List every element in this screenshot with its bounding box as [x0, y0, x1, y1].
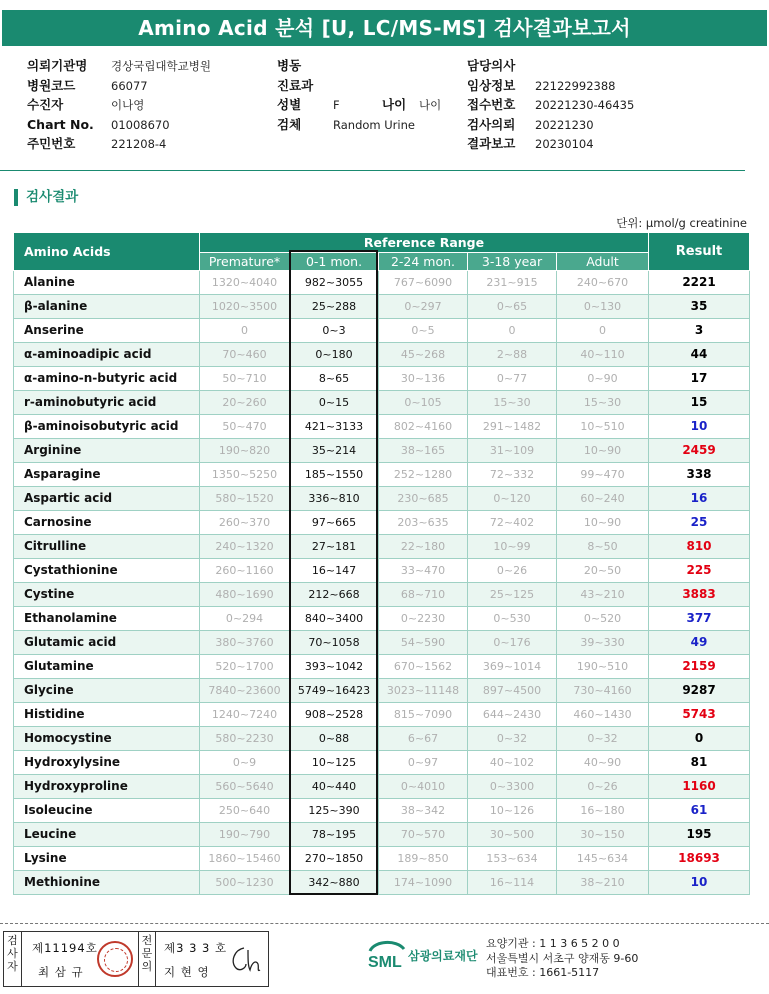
subheader-premature: Premature* — [200, 253, 290, 271]
subheader-0-1-mon: 0-1 mon. — [290, 253, 379, 271]
ref-3-18-year: 15~30 — [468, 391, 557, 415]
ref-3-18-year: 0~26 — [468, 559, 557, 583]
ref-0-1-mon: 393~1042 — [290, 655, 379, 679]
ref-0-1-mon: 0~180 — [290, 343, 379, 367]
header-label: 의뢰기관명 — [27, 58, 88, 73]
ref-2-24-mon: 30~136 — [379, 367, 468, 391]
amino-acid-name: Glycine — [14, 679, 200, 703]
specialist-license: 제3 3 3 호 — [164, 941, 228, 955]
ref-0-1-mon: 35~214 — [290, 439, 379, 463]
ref-0-1-mon: 70~1058 — [290, 631, 379, 655]
table-row — [14, 319, 750, 343]
table-row — [14, 871, 750, 895]
header-label: 수진자 — [27, 97, 64, 112]
table-row — [14, 607, 750, 631]
header-row — [27, 95, 211, 115]
logo-abbr: SML — [368, 954, 402, 971]
ref-2-24-mon: 230~685 — [379, 487, 468, 511]
header-label: 임상정보 — [467, 77, 516, 93]
ref-premature: 20~260 — [200, 391, 290, 415]
header-row — [467, 76, 634, 96]
ref-premature: 7840~23600 — [200, 679, 290, 703]
header-row — [467, 134, 634, 154]
ref-0-1-mon: 5749~16423 — [290, 679, 379, 703]
amino-acid-name: r-aminobutyric acid — [14, 391, 200, 415]
col-header-reference-range: Reference Range — [200, 233, 649, 253]
amino-acid-name: Lysine — [14, 847, 200, 871]
ref-3-18-year: 0~3300 — [468, 775, 557, 799]
ref-0-1-mon: 0~15 — [290, 391, 379, 415]
header-row — [27, 134, 211, 154]
result-value: 2159 — [649, 655, 750, 679]
table-row — [14, 271, 750, 295]
ref-premature: 480~1690 — [200, 583, 290, 607]
ref-adult: 15~30 — [557, 391, 649, 415]
amino-acid-name: β-aminoisobutyric acid — [14, 415, 200, 439]
ref-premature: 0 — [200, 319, 290, 343]
header-row — [277, 95, 441, 115]
ref-adult: 16~180 — [557, 799, 649, 823]
ref-0-1-mon: 25~288 — [290, 295, 379, 319]
ref-adult: 20~50 — [557, 559, 649, 583]
ref-adult: 10~90 — [557, 439, 649, 463]
table-row — [14, 583, 750, 607]
ref-3-18-year: 40~102 — [468, 751, 557, 775]
section-title: 검사결과 — [14, 189, 78, 206]
ref-2-24-mon: 0~97 — [379, 751, 468, 775]
ref-3-18-year: 153~634 — [468, 847, 557, 871]
result-value: 0 — [649, 727, 750, 751]
ref-3-18-year: 10~99 — [468, 535, 557, 559]
ref-3-18-year: 72~332 — [468, 463, 557, 487]
result-value: 16 — [649, 487, 750, 511]
header-value: 66077 — [111, 78, 148, 93]
result-value: 17 — [649, 367, 750, 391]
unit-label: 단위: μmol/g creatinine — [616, 216, 747, 230]
ref-2-24-mon: 252~1280 — [379, 463, 468, 487]
amino-acid-name: Histidine — [14, 703, 200, 727]
header-label: 접수번호 — [467, 97, 516, 112]
ref-premature: 1020~3500 — [200, 295, 290, 319]
ref-3-18-year: 291~1482 — [468, 415, 557, 439]
ref-adult: 60~240 — [557, 487, 649, 511]
header-value: 이나영 — [111, 98, 145, 112]
amino-acid-name: Alanine — [14, 271, 200, 295]
tester-name: 최 삼 규 — [38, 965, 84, 979]
header-col-1 — [27, 56, 211, 154]
ref-2-24-mon: 767~6090 — [379, 271, 468, 295]
ref-0-1-mon: 8~65 — [290, 367, 379, 391]
ref-premature: 250~640 — [200, 799, 290, 823]
col-header-result: Result — [649, 233, 750, 271]
header-row — [277, 56, 441, 76]
table-row — [14, 751, 750, 775]
ref-0-1-mon: 78~195 — [290, 823, 379, 847]
ref-adult: 0~32 — [557, 727, 649, 751]
result-value: 10 — [649, 415, 750, 439]
header-label: 검사의뢰 — [467, 116, 516, 132]
ref-0-1-mon: 10~125 — [290, 751, 379, 775]
specialist-name: 지 현 영 — [164, 965, 210, 979]
ref-adult: 30~150 — [557, 823, 649, 847]
ref-2-24-mon: 189~850 — [379, 847, 468, 871]
table-row — [14, 799, 750, 823]
amino-acid-name: Cystine — [14, 583, 200, 607]
ref-premature: 1350~5250 — [200, 463, 290, 487]
ref-2-24-mon: 0~5 — [379, 319, 468, 343]
table-row — [14, 655, 750, 679]
header-value: 20221230 — [535, 117, 594, 132]
ref-3-18-year: 0 — [468, 319, 557, 343]
ref-adult: 240~670 — [557, 271, 649, 295]
ref-2-24-mon: 203~635 — [379, 511, 468, 535]
ref-3-18-year: 644~2430 — [468, 703, 557, 727]
tester-license: 제11194호 — [32, 941, 98, 955]
table-row — [14, 487, 750, 511]
ref-3-18-year: 897~4500 — [468, 679, 557, 703]
ref-adult: 40~90 — [557, 751, 649, 775]
foundation-name: 삼광의료재단 — [408, 949, 478, 963]
ref-3-18-year: 0~120 — [468, 487, 557, 511]
table-row — [14, 415, 750, 439]
result-value: 35 — [649, 295, 750, 319]
amino-acid-name: Glutamic acid — [14, 631, 200, 655]
result-value: 18693 — [649, 847, 750, 871]
ref-3-18-year: 72~402 — [468, 511, 557, 535]
header-row — [467, 115, 634, 135]
sex-label: 성별 — [277, 97, 302, 112]
result-value: 25 — [649, 511, 750, 535]
ref-2-24-mon: 70~570 — [379, 823, 468, 847]
header-label: 주민번호 — [27, 136, 76, 151]
amino-acid-name: Hydroxylysine — [14, 751, 200, 775]
table-row — [14, 559, 750, 583]
table-row — [14, 775, 750, 799]
table-row — [14, 535, 750, 559]
amino-acid-name: Citrulline — [14, 535, 200, 559]
result-value: 225 — [649, 559, 750, 583]
header-value: 20221230-46435 — [535, 98, 635, 112]
ref-3-18-year: 31~109 — [468, 439, 557, 463]
amino-acid-name: Homocystine — [14, 727, 200, 751]
header-value: 경상국립대학교병원 — [111, 59, 211, 73]
header-col-2 — [277, 56, 441, 134]
amino-acid-name: Cystathionine — [14, 559, 200, 583]
ref-adult: 39~330 — [557, 631, 649, 655]
ref-3-18-year: 0~530 — [468, 607, 557, 631]
ref-0-1-mon: 270~1850 — [290, 847, 379, 871]
result-value: 49 — [649, 631, 750, 655]
ref-3-18-year: 30~500 — [468, 823, 557, 847]
subheader-3-18-year: 3-18 year — [468, 253, 557, 271]
age-label: 나이 — [382, 97, 407, 112]
header-value: 01008670 — [111, 117, 170, 132]
result-value: 81 — [649, 751, 750, 775]
ref-0-1-mon: 125~390 — [290, 799, 379, 823]
dept-label: 진료과 — [277, 77, 314, 93]
ref-adult: 40~110 — [557, 343, 649, 367]
result-value: 810 — [649, 535, 750, 559]
info-line: 요양기관 : 1 1 3 6 5 2 0 0 — [486, 937, 620, 950]
footer — [0, 923, 769, 994]
ref-2-24-mon: 0~297 — [379, 295, 468, 319]
amino-acid-name: Anserine — [14, 319, 200, 343]
ref-premature: 240~1320 — [200, 535, 290, 559]
ref-2-24-mon: 0~2230 — [379, 607, 468, 631]
ref-premature: 380~3760 — [200, 631, 290, 655]
ref-adult: 38~210 — [557, 871, 649, 895]
tester-label: 검사자 — [4, 932, 22, 986]
amino-acid-name: Aspartic acid — [14, 487, 200, 511]
col-header-amino-acids: Amino Acids — [14, 233, 200, 271]
header-row — [467, 56, 634, 76]
institution-info — [486, 937, 638, 981]
ref-0-1-mon: 40~440 — [290, 775, 379, 799]
ref-2-24-mon: 22~180 — [379, 535, 468, 559]
ref-2-24-mon: 33~470 — [379, 559, 468, 583]
header-row — [27, 76, 211, 96]
table-row — [14, 727, 750, 751]
ref-premature: 260~1160 — [200, 559, 290, 583]
table-row — [14, 439, 750, 463]
result-value: 195 — [649, 823, 750, 847]
amino-acid-name: Arginine — [14, 439, 200, 463]
ref-2-24-mon: 174~1090 — [379, 871, 468, 895]
ref-0-1-mon: 27~181 — [290, 535, 379, 559]
result-value: 44 — [649, 343, 750, 367]
amino-acid-name: Isoleucine — [14, 799, 200, 823]
ref-premature: 190~820 — [200, 439, 290, 463]
ref-2-24-mon: 670~1562 — [379, 655, 468, 679]
header-row — [277, 115, 441, 135]
subheader-2-24-mon: 2-24 mon. — [379, 253, 468, 271]
ref-0-1-mon: 97~665 — [290, 511, 379, 535]
ref-2-24-mon: 815~7090 — [379, 703, 468, 727]
table-row — [14, 703, 750, 727]
result-value: 3883 — [649, 583, 750, 607]
ref-0-1-mon: 336~810 — [290, 487, 379, 511]
ward-label: 병동 — [277, 58, 302, 73]
ref-2-24-mon: 68~710 — [379, 583, 468, 607]
ref-adult: 8~50 — [557, 535, 649, 559]
ref-adult: 0~26 — [557, 775, 649, 799]
ref-premature: 1860~15460 — [200, 847, 290, 871]
ref-premature: 500~1230 — [200, 871, 290, 895]
ref-premature: 70~460 — [200, 343, 290, 367]
result-value: 5743 — [649, 703, 750, 727]
ref-0-1-mon: 342~880 — [290, 871, 379, 895]
ref-adult: 0~520 — [557, 607, 649, 631]
sex-value: F — [333, 98, 340, 112]
signature-icon — [226, 944, 262, 976]
ref-3-18-year: 25~125 — [468, 583, 557, 607]
info-line: 대표번호 : 1661-5117 — [486, 966, 600, 979]
header-value: 221208-4 — [111, 137, 167, 151]
header-row — [27, 115, 211, 135]
table-row — [14, 463, 750, 487]
ref-3-18-year: 10~126 — [468, 799, 557, 823]
ref-0-1-mon: 16~147 — [290, 559, 379, 583]
table-row — [14, 631, 750, 655]
table-row — [14, 295, 750, 319]
table-row — [14, 511, 750, 535]
ref-2-24-mon: 3023~11148 — [379, 679, 468, 703]
ref-adult: 0~130 — [557, 295, 649, 319]
result-value: 15 — [649, 391, 750, 415]
report-title: Amino Acid 분석 [U, LC/MS-MS] 검사결과보고서 — [2, 10, 767, 46]
age-value: 나이 — [419, 98, 442, 112]
amino-acid-name: α-aminoadipic acid — [14, 343, 200, 367]
amino-acid-name: Carnosine — [14, 511, 200, 535]
result-value: 3 — [649, 319, 750, 343]
ref-2-24-mon: 0~105 — [379, 391, 468, 415]
table-row — [14, 367, 750, 391]
ref-0-1-mon: 421~3133 — [290, 415, 379, 439]
ref-adult: 145~634 — [557, 847, 649, 871]
table-row — [14, 391, 750, 415]
ref-premature: 0~294 — [200, 607, 290, 631]
ref-premature: 580~2230 — [200, 727, 290, 751]
result-value: 2221 — [649, 271, 750, 295]
table-row — [14, 343, 750, 367]
ref-premature: 0~9 — [200, 751, 290, 775]
ref-adult: 0~90 — [557, 367, 649, 391]
info-line: 서울특별시 서초구 양재동 9-60 — [486, 951, 639, 965]
ref-adult: 43~210 — [557, 583, 649, 607]
result-value: 377 — [649, 607, 750, 631]
amino-acid-name: α-amino-n-butyric acid — [14, 367, 200, 391]
table-row — [14, 823, 750, 847]
amino-acid-name: Asparagine — [14, 463, 200, 487]
signature-box — [3, 931, 269, 987]
subheader-adult: Adult — [557, 253, 649, 271]
ref-adult: 730~4160 — [557, 679, 649, 703]
header-label: 병원코드 — [27, 77, 76, 93]
ref-adult: 460~1430 — [557, 703, 649, 727]
ref-adult: 0 — [557, 319, 649, 343]
specialist-label: 전문의 — [138, 932, 156, 986]
ref-0-1-mon: 212~668 — [290, 583, 379, 607]
ref-2-24-mon: 0~4010 — [379, 775, 468, 799]
ref-3-18-year: 16~114 — [468, 871, 557, 895]
result-value: 9287 — [649, 679, 750, 703]
ref-3-18-year: 369~1014 — [468, 655, 557, 679]
header-row — [27, 56, 211, 76]
ref-0-1-mon: 908~2528 — [290, 703, 379, 727]
header-row — [277, 76, 441, 96]
ref-3-18-year: 0~176 — [468, 631, 557, 655]
ref-premature: 190~790 — [200, 823, 290, 847]
ref-3-18-year: 0~32 — [468, 727, 557, 751]
header-divider — [0, 170, 745, 171]
result-value: 1160 — [649, 775, 750, 799]
specimen-value: Random Urine — [333, 117, 415, 132]
results-table — [13, 232, 750, 895]
report-title-bar — [0, 0, 769, 47]
ref-3-18-year: 0~77 — [468, 367, 557, 391]
ref-adult: 10~90 — [557, 511, 649, 535]
header-label: 결과보고 — [467, 136, 516, 151]
amino-acid-name: β-alanine — [14, 295, 200, 319]
ref-3-18-year: 2~88 — [468, 343, 557, 367]
seal-stamp-icon — [97, 941, 133, 977]
amino-acid-name: Hydroxyproline — [14, 775, 200, 799]
header-label: 담당의사 — [467, 58, 516, 73]
ref-premature: 260~370 — [200, 511, 290, 535]
ref-premature: 560~5640 — [200, 775, 290, 799]
header-label: Chart No. — [27, 116, 94, 132]
amino-acid-name: Methionine — [14, 871, 200, 895]
table-row — [14, 679, 750, 703]
ref-2-24-mon: 802~4160 — [379, 415, 468, 439]
ref-0-1-mon: 0~3 — [290, 319, 379, 343]
header-value: 22122992388 — [535, 78, 616, 93]
ref-premature: 50~470 — [200, 415, 290, 439]
header-row — [467, 95, 634, 115]
ref-2-24-mon: 6~67 — [379, 727, 468, 751]
ref-premature: 1320~4040 — [200, 271, 290, 295]
ref-adult: 10~510 — [557, 415, 649, 439]
ref-0-1-mon: 185~1550 — [290, 463, 379, 487]
ref-2-24-mon: 38~165 — [379, 439, 468, 463]
ref-premature: 520~1700 — [200, 655, 290, 679]
result-value: 61 — [649, 799, 750, 823]
amino-acid-name: Leucine — [14, 823, 200, 847]
sml-logo-icon — [366, 937, 408, 973]
result-value: 338 — [649, 463, 750, 487]
specimen-label: 검체 — [277, 116, 302, 132]
amino-acid-name: Ethanolamine — [14, 607, 200, 631]
amino-acid-name: Glutamine — [14, 655, 200, 679]
table-row — [14, 847, 750, 871]
ref-0-1-mon: 0~88 — [290, 727, 379, 751]
patient-header — [0, 48, 769, 166]
result-value: 10 — [649, 871, 750, 895]
header-value: 20230104 — [535, 137, 594, 151]
result-value: 2459 — [649, 439, 750, 463]
ref-premature: 580~1520 — [200, 487, 290, 511]
ref-0-1-mon: 840~3400 — [290, 607, 379, 631]
ref-3-18-year: 231~915 — [468, 271, 557, 295]
ref-adult: 99~470 — [557, 463, 649, 487]
ref-0-1-mon: 982~3055 — [290, 271, 379, 295]
ref-adult: 190~510 — [557, 655, 649, 679]
ref-premature: 50~710 — [200, 367, 290, 391]
footer-divider — [0, 923, 769, 924]
ref-2-24-mon: 54~590 — [379, 631, 468, 655]
ref-premature: 1240~7240 — [200, 703, 290, 727]
ref-3-18-year: 0~65 — [468, 295, 557, 319]
ref-2-24-mon: 38~342 — [379, 799, 468, 823]
ref-2-24-mon: 45~268 — [379, 343, 468, 367]
header-col-3 — [467, 56, 634, 154]
